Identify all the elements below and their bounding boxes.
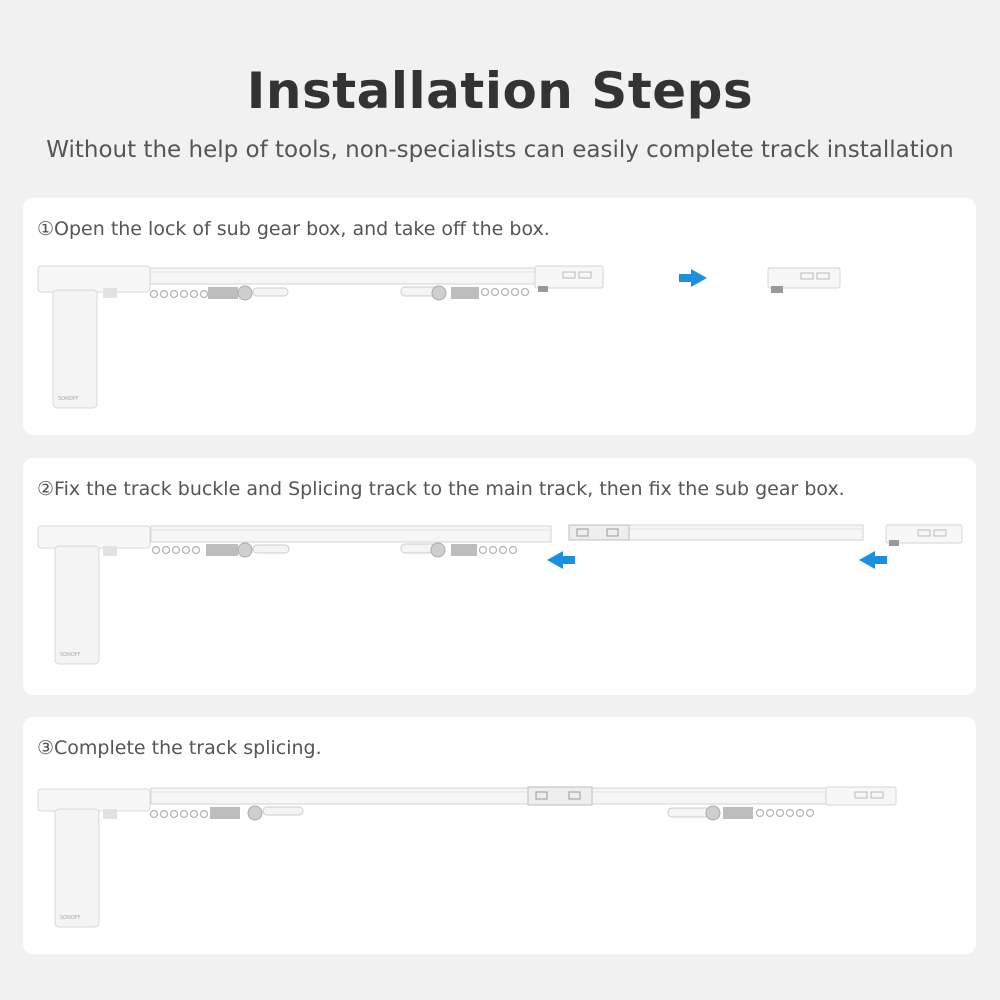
detached-gear-box-icon <box>768 268 840 293</box>
right-runners <box>757 810 814 817</box>
left-runners <box>151 291 208 298</box>
step-3-text: ③Complete the track splicing. <box>37 737 322 759</box>
gear-box-icon <box>826 787 896 805</box>
motor-icon <box>38 266 150 408</box>
right-carriage <box>668 806 753 820</box>
step-2-text: ②Fix the track buckle and Splicing track to the main track, then fix the sub gear box. <box>37 478 845 500</box>
right-runners <box>482 289 529 296</box>
step-2-illustration <box>23 458 976 695</box>
svg-text:SONOFF: SONOFF <box>58 396 79 402</box>
right-arrow-icon <box>679 269 707 287</box>
motor-icon <box>38 526 150 664</box>
step-card-3 <box>23 717 976 954</box>
right-runners <box>480 547 517 554</box>
gear-box-icon <box>535 266 603 292</box>
left-arrow-icon <box>859 551 887 569</box>
left-runners <box>153 547 200 554</box>
main-track <box>151 788 896 804</box>
gear-box-icon <box>886 525 962 546</box>
main-track <box>150 268 535 284</box>
right-carriage <box>401 286 479 300</box>
right-carriage <box>401 543 477 557</box>
step-1-text: ①Open the lock of sub gear box, and take off the box. <box>37 218 550 240</box>
track-buckle-icon <box>528 787 592 805</box>
step-card-1 <box>23 198 976 435</box>
step-card-2 <box>23 458 976 695</box>
left-carriage <box>210 806 303 820</box>
svg-text:SONOFF: SONOFF <box>60 652 81 658</box>
left-runners <box>151 811 208 818</box>
left-arrow-icon <box>547 551 575 569</box>
motor-icon <box>38 789 150 927</box>
page-subtitle: Without the help of tools, non-specialists can easily complete track installation <box>46 137 954 163</box>
left-carriage <box>208 286 288 300</box>
page-title: Installation Steps <box>246 62 754 120</box>
step-3-illustration <box>23 717 976 954</box>
svg-text:SONOFF: SONOFF <box>60 915 81 921</box>
step-1-illustration <box>23 198 976 435</box>
left-carriage <box>206 543 289 557</box>
main-track <box>151 526 551 542</box>
track-buckle-icon <box>569 525 629 540</box>
